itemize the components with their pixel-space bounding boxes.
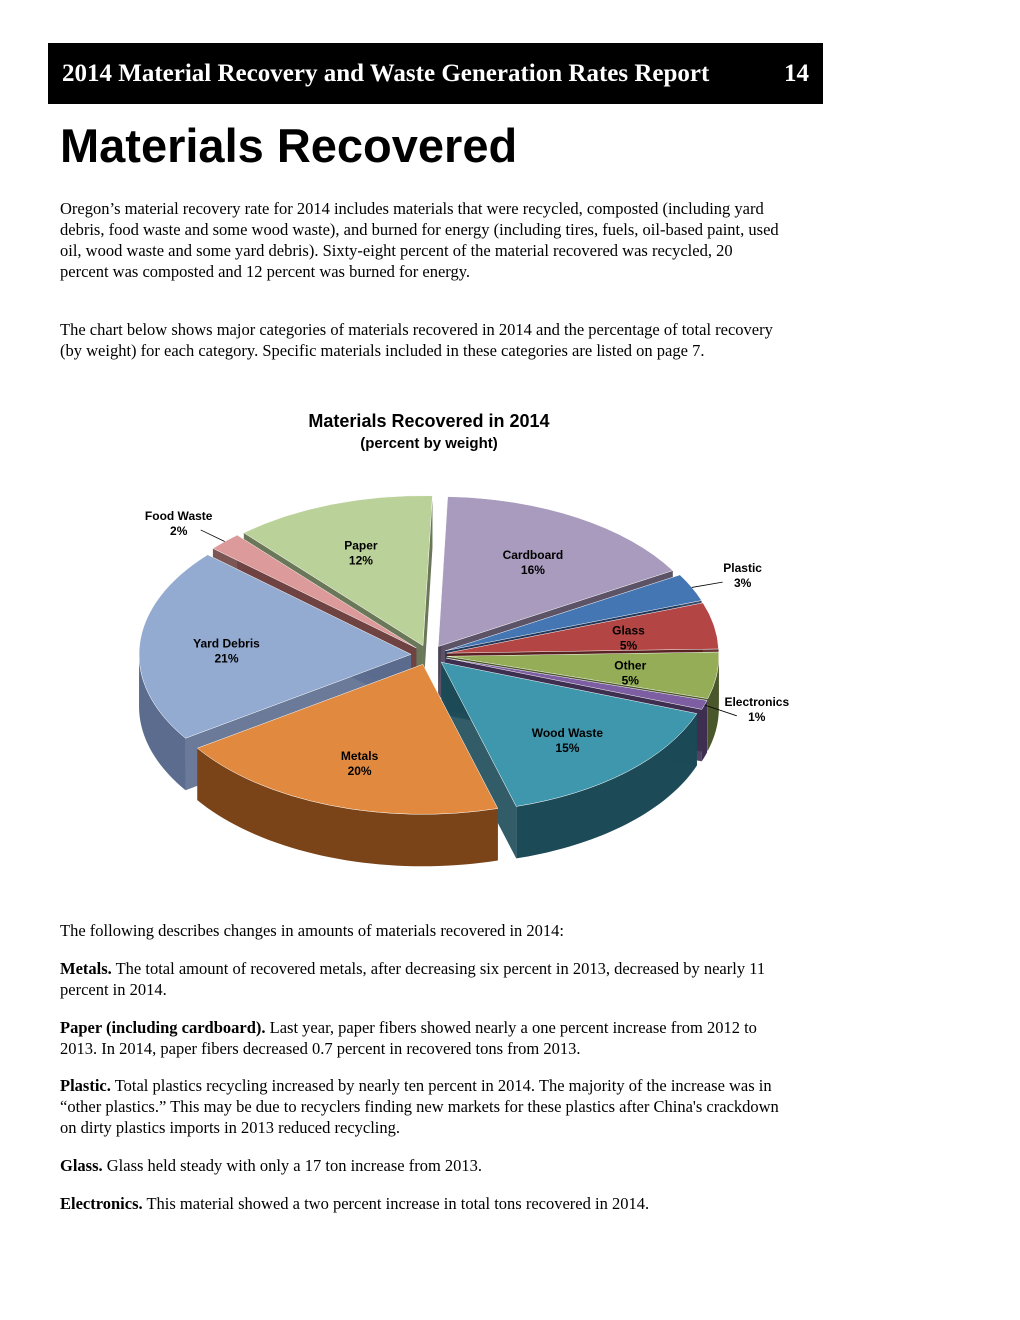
label-metals: Metals [340,749,379,764]
plastic-note-lead: Plastic. [60,1076,111,1095]
value-yard-debris: 21% [214,651,239,666]
electronics-note [60,1193,790,1214]
value-plastic: 3% [733,576,752,591]
electronics-note-text: This material showed a two percent increase in total tons recovered in 2014. [142,1194,650,1213]
paper-note-text: Last year, paper fibers showed nearly a one percent increase from 2012 to 2013. In 2014, paper fibers decreased 0.7 percent in recovered tons from 2013. [60,1018,757,1058]
chart-description-paragraph: The chart below shows major categories of materials recovered in 2014 and the percentage of total recovery (by weight) for each category. Specific materials included in these categories are listed on page 7. [60,320,773,360]
value-other: 5% [621,673,639,688]
plastic-note [60,1075,790,1138]
chart-subtitle: (percent by weight) [360,435,498,452]
intro-paragraph: Oregon’s material recovery rate for 2014 includes materials that were recycled, composted (including yard debris, food waste and some wood waste), and burned for energy (including tires, fuels, oil-based paint, used oil, wood waste and some yard debris). Sixty-eight percent of the material recovered was recycled, 20 percent was composted and 12 percent was burned for energy. [60,199,779,281]
chart-title: Materials Recovered in 2014 [308,411,550,431]
plastic-note-text: Total plastics recycling increased by nearly ten percent in 2014. The majority of the increase was in “other plastics.” This may be due to recyclers finding new markets for these plastics after China's crackdown on dirty plastics imports in 2013 reduced recycling. [60,1076,779,1137]
label-yard-debris: Yard Debris [193,636,260,651]
value-electronics: 1% [748,709,766,724]
label-paper: Paper [344,538,378,553]
paper-note [60,1017,790,1059]
materials-pie-chart [60,400,820,900]
metals-note-lead: Metals. [60,959,112,978]
paper-note-lead: Paper (including cardboard). [60,1018,266,1037]
leader-food-waste [201,530,225,542]
glass-note-lead: Glass. [60,1156,103,1175]
label-other: Other [614,658,647,673]
label-glass: Glass [612,623,645,638]
label-electronics: Electronics [724,694,790,709]
changes-intro: The following describes changes in amounts of materials recovered in 2014: [60,921,565,940]
value-glass: 5% [619,638,638,653]
label-food-waste: Food Waste [144,508,213,523]
glass-note-text: Glass held steady with only a 17 ton increase from 2013. [102,1156,483,1175]
glass-note [60,1155,790,1176]
label-plastic: Plastic [723,561,762,576]
electronics-note-lead: Electronics. [60,1194,143,1213]
report-header-bar [48,43,823,104]
metals-note-text: The total amount of recovered metals, after decreasing six percent in 2013, decreased by nearly 11 percent in 2014. [60,959,766,999]
page-number: 14 [784,59,809,87]
value-food-waste: 2% [170,523,188,538]
value-wood-waste: 15% [555,740,580,755]
metals-note [60,958,790,1000]
label-cardboard: Cardboard [502,547,564,562]
label-wood-waste: Wood Waste [531,725,604,740]
value-metals: 20% [347,764,372,779]
leader-plastic [692,582,723,587]
report-title: 2014 Material Recovery and Waste Generation Rates Report [62,59,710,87]
page-title: Materials Recovered [60,119,518,172]
value-cardboard: 16% [520,562,545,577]
value-paper: 12% [348,553,373,568]
